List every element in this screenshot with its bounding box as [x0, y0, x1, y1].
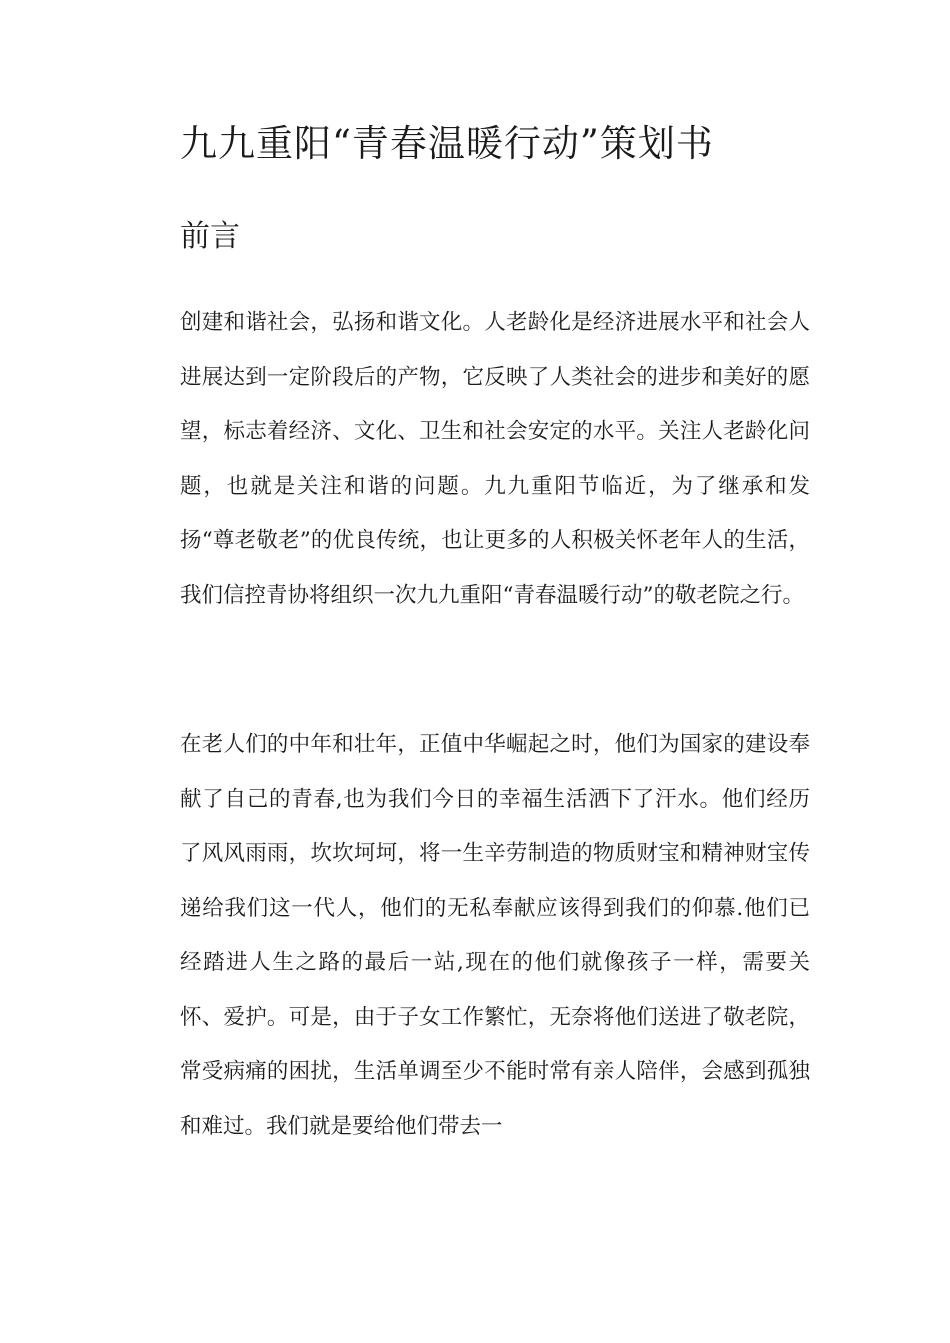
paragraph: 在老人们的中年和壮年，正值中华崛起之时，他们为国家的建设奉献了自己的青春,也为我们今日的幸福生活洒下了汗水。他们经历了风风雨雨，坎坎坷坷，将一生辛劳制造的物质财宝和精神财宝传递给我们这一代人，他们的无私奉献应该得到我们的仰慕.他们已经踏进人生之路的最后一站,现在的他们就像孩子一样，需要关怀、爱护。可是，由于子女工作繁忙，无奈将他们送进了敬老院，常受病痛的困扰，生活单调至少不能时常有亲人陪伴，会感到孤独和难过。我们就是要给他们带去一 [180, 732, 810, 1139]
paragraph: 创建和谐社会，弘扬和谐文化。人老龄化是经济进展水平和社会人进展达到一定阶段后的产物，它反映了人类社会的进步和美好的愿望，标志着经济、文化、卫生和社会安定的水平。关注人老龄化问题，也就是关注和谐的问题。九九重阳节临近，为了继承和发扬“尊老敬老”的优良传统，也让更多的人积极关怀老年人的生活，我们信控青协将组织一次九九重阳“青春温暖行动”的敬老院之行。 [180, 310, 810, 608]
document-title: 九九重阳“青春温暖行动”策划书 [180, 122, 714, 165]
section-heading: 前言 [180, 219, 240, 254]
